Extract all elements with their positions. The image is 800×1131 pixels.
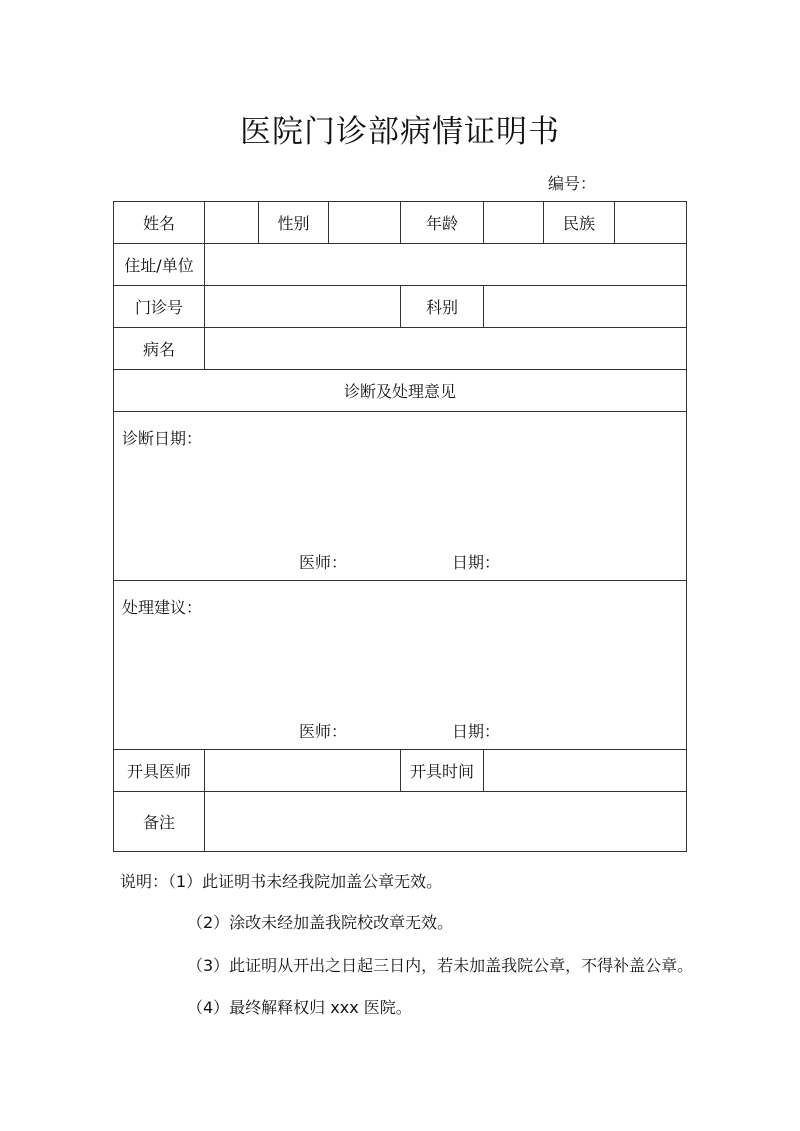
name-label: 姓名 — [114, 202, 205, 244]
serial-number-label: 编号： — [548, 174, 597, 193]
remarks-field[interactable] — [205, 792, 687, 852]
remarks-label: 备注 — [114, 792, 205, 852]
treatment-label: 处理建议： — [122, 598, 203, 617]
diagnosis-date-label: 诊断日期： — [122, 429, 203, 448]
diagnosis-doctor-label: 医师： — [299, 553, 348, 572]
note-line: （2）涂改未经加盖我院校改章无效。 — [187, 913, 454, 932]
department-field[interactable] — [484, 286, 687, 328]
age-label: 年龄 — [401, 202, 484, 244]
gender-label: 性别 — [259, 202, 329, 244]
address-field[interactable] — [205, 244, 687, 286]
ethnicity-label: 民族 — [544, 202, 615, 244]
age-field[interactable] — [484, 202, 544, 244]
issuing-doctor-field[interactable] — [205, 750, 401, 792]
clinic-number-label: 门诊号 — [114, 286, 205, 328]
note-line: 说明：（1）此证明书未经我院加盖公章无效。 — [120, 872, 443, 891]
certificate-form — [113, 201, 687, 852]
note-line: （4）最终解释权归 xxx 医院。 — [187, 998, 412, 1017]
issue-time-label: 开具时间 — [401, 750, 484, 792]
page-title: 医院门诊部病情证明书 — [240, 114, 560, 150]
issuing-doctor-label: 开具医师 — [114, 750, 205, 792]
diagnosis-section[interactable] — [114, 412, 687, 581]
diagnosis-sign-date-label: 日期： — [452, 553, 501, 572]
note-line: （3）此证明从开出之日起三日内，若未加盖我院公章，不得补盖公章。 — [187, 956, 694, 975]
gender-field[interactable] — [329, 202, 401, 244]
clinic-number-field[interactable] — [205, 286, 401, 328]
disease-label: 病名 — [114, 328, 205, 370]
name-field[interactable] — [205, 202, 259, 244]
treatment-doctor-label: 医师： — [299, 722, 348, 741]
treatment-section[interactable] — [114, 581, 687, 750]
issue-time-field[interactable] — [484, 750, 687, 792]
address-label: 住址/单位 — [114, 244, 205, 286]
disease-field[interactable] — [205, 328, 687, 370]
opinion-section-header: 诊断及处理意见 — [114, 370, 687, 412]
ethnicity-field[interactable] — [615, 202, 687, 244]
treatment-sign-date-label: 日期： — [452, 722, 501, 741]
department-label: 科别 — [401, 286, 484, 328]
